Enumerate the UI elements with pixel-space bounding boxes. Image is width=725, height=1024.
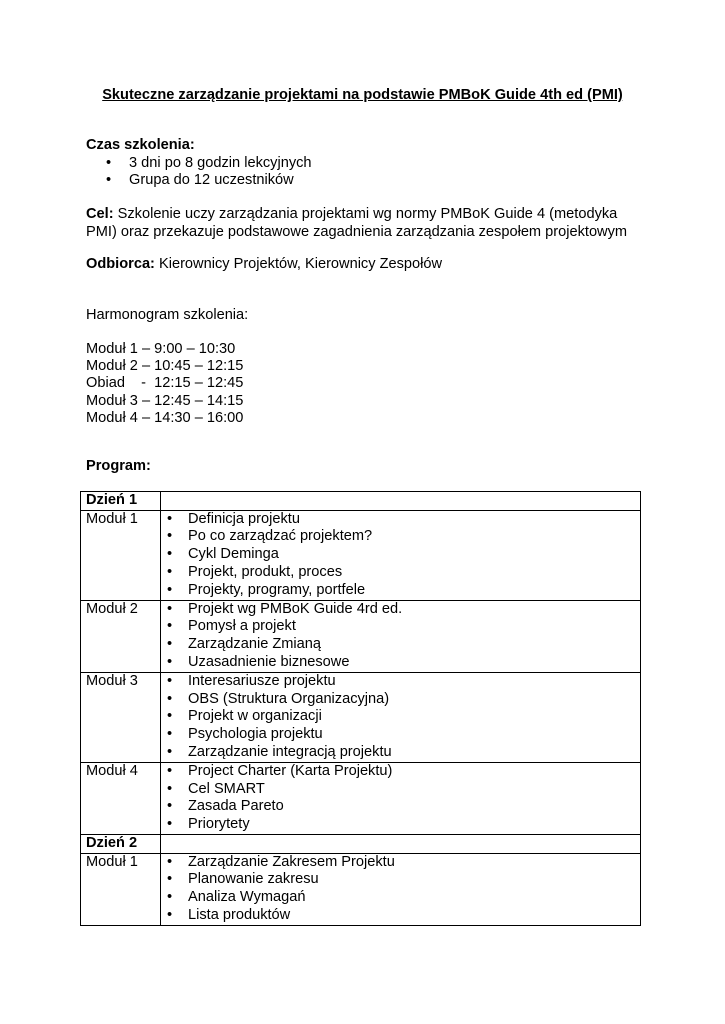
bullet-icon: • (167, 871, 173, 888)
list-item: • Definicja projektu (167, 510, 300, 527)
schedule-line: Moduł 2 – 10:45 – 12:15 (86, 358, 244, 375)
empty-cell (161, 492, 641, 511)
bullet-icon: • (167, 600, 173, 617)
table-row (81, 492, 641, 511)
bullet-icon: • (167, 889, 173, 906)
schedule-line: Moduł 3 – 12:45 – 14:15 (86, 392, 244, 409)
audience-label: Odbiorca: (86, 256, 155, 272)
goal-section (86, 206, 646, 241)
training-time-heading: Czas szkolenia: (86, 137, 195, 153)
audience-section (86, 256, 646, 274)
list-item: • Projekt, produkt, proces (167, 563, 343, 580)
table-row (81, 672, 641, 762)
module-topics (161, 762, 641, 834)
table-row (81, 762, 641, 834)
table-row (81, 834, 641, 853)
bullet-icon: • (167, 726, 173, 743)
bullet-icon: • (167, 563, 173, 580)
bullet-icon: • (167, 581, 173, 598)
list-item: • Cel SMART (167, 780, 265, 797)
document-title: Skuteczne zarządzanie projektami na podstawie PMBoK Guide 4th ed (PMI) (102, 87, 623, 103)
list-item: • Zarządzanie integracją projektu (167, 743, 392, 760)
module-topics (161, 853, 641, 925)
bullet-icon: • (106, 172, 112, 189)
bullet-icon: • (167, 653, 173, 670)
program-heading: Program: (86, 458, 151, 474)
training-time-list (86, 155, 646, 190)
training-time-section (86, 137, 646, 190)
list-item: • Planowanie zakresu (167, 871, 319, 888)
bullet-icon: • (167, 853, 173, 870)
bullet-icon: • (167, 906, 173, 923)
module-topics (161, 672, 641, 762)
bullet-icon: • (167, 762, 173, 779)
bullet-icon: • (167, 816, 173, 833)
list-item: • Analiza Wymagań (167, 889, 306, 906)
schedule-heading: Harmonogram szkolenia: (86, 307, 249, 323)
list-item: • Project Charter (Karta Projektu) (167, 762, 393, 779)
table-row (81, 510, 641, 600)
bullet-icon: • (167, 618, 173, 635)
bullet-icon: • (167, 708, 173, 725)
module-label: Moduł 1 (81, 853, 161, 925)
module-topics (161, 600, 641, 672)
list-item: • Zarządzanie Zmianą (167, 636, 322, 653)
goal-line-1: Cel: Szkolenie uczy zarządzania projektami wg normy PMBoK Guide 4 (metodyka (86, 206, 618, 222)
day-label: Dzień 1 (81, 492, 161, 511)
list-item: • Zarządzanie Zakresem Projektu (167, 853, 395, 870)
bullet-icon: • (167, 510, 173, 527)
schedule-line: Moduł 1 – 9:00 – 10:30 (86, 341, 236, 357)
bullet-icon: • (167, 743, 173, 760)
empty-cell (161, 834, 641, 853)
bullet-icon: • (106, 154, 112, 171)
bullet-icon: • (167, 636, 173, 653)
list-item: • Priorytety (167, 816, 250, 833)
goal-line-2: PMI) oraz przekazuje podstawowe zagadnienia zarządzania zespołem projektowym (86, 223, 628, 240)
list-item: • Grupa do 12 uczestników (106, 172, 294, 189)
bullet-icon: • (167, 798, 173, 815)
module-label: Moduł 2 (81, 600, 161, 672)
list-item: • Lista produktów (167, 906, 291, 923)
list-item: • Psychologia projektu (167, 726, 323, 743)
bullet-icon: • (167, 780, 173, 797)
bullet-icon: • (167, 672, 173, 689)
module-label: Moduł 4 (81, 762, 161, 834)
list-item: • Projekty, programy, portfele (167, 581, 366, 598)
table-row (81, 600, 641, 672)
list-item: • OBS (Struktura Organizacyjna) (167, 690, 390, 707)
list-item: • Projekt w organizacji (167, 708, 322, 725)
day-label: Dzień 2 (81, 834, 161, 853)
list-item: • Pomysł a projekt (167, 618, 296, 635)
list-item: • 3 dni po 8 godzin lekcyjnych (106, 154, 312, 171)
bullet-icon: • (167, 528, 173, 545)
bullet-icon: • (167, 690, 173, 707)
table-row (81, 853, 641, 925)
bullet-icon: • (167, 546, 173, 563)
list-item: • Interesariusze projektu (167, 672, 336, 689)
module-label: Moduł 1 (81, 510, 161, 600)
audience-text: Kierownicy Projektów, Kierownicy Zespołów (154, 256, 443, 272)
list-item: • Projekt wg PMBoK Guide 4rd ed. (167, 600, 403, 617)
list-item: • Po co zarządzać projektem? (167, 528, 373, 545)
schedule-line: Obiad - 12:15 – 12:45 (86, 375, 244, 392)
list-item: • Zasada Pareto (167, 798, 284, 815)
program-table (80, 491, 641, 926)
schedule-line: Moduł 4 – 14:30 – 16:00 (86, 409, 244, 426)
goal-label: Cel: (86, 206, 114, 222)
module-topics (161, 510, 641, 600)
list-item: • Cykl Deminga (167, 546, 279, 563)
module-label: Moduł 3 (81, 672, 161, 762)
schedule-list (86, 341, 646, 427)
list-item: • Uzasadnienie biznesowe (167, 653, 350, 670)
